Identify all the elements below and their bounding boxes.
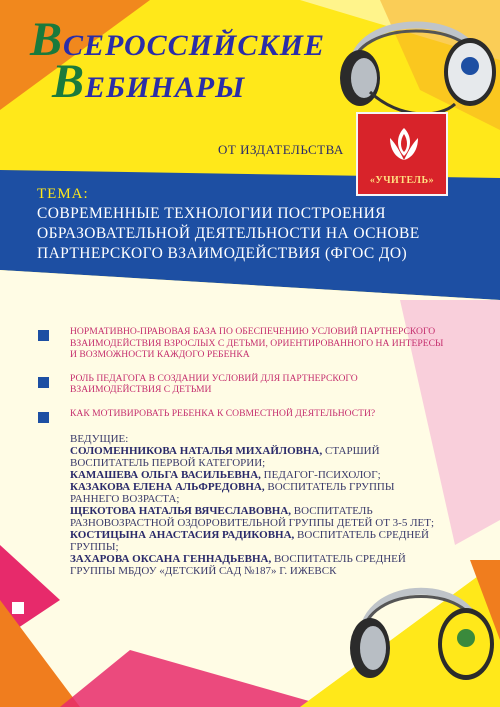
publisher-logo bbox=[356, 112, 448, 196]
title-rest-1: СЕРОССИЙСКИЕ bbox=[63, 29, 326, 62]
event-title bbox=[30, 13, 330, 108]
speaker-role-cont: ВОСПИТАТЕЛЬ ПЕРВОЙ КАТЕГОРИИ; bbox=[70, 457, 266, 469]
topic-label: ТЕМА: bbox=[37, 186, 89, 202]
agenda-item-line: ВЗАИМОДЕЙСТВИЯ С ДЕТЬМИ bbox=[70, 384, 212, 395]
agenda-item-line: И ВОЗМОЖНОСТИ КАЖДОГО РЕБЕНКА bbox=[70, 349, 250, 360]
agenda-list bbox=[38, 326, 478, 431]
speaker-role: ПЕДАГОГ-ПСИХОЛОГ; bbox=[260, 469, 381, 481]
agenda-item-line: НОРМАТИВНО-ПРАВОВАЯ БАЗА ПО ОБЕСПЕЧЕНИЮ УСЛОВИЙ ПАРТНЕРСКОГО bbox=[70, 326, 436, 337]
speaker-role: ВОСПИТАТЕЛЬ СРЕДНЕЙ bbox=[294, 529, 429, 541]
agenda-item bbox=[38, 408, 478, 420]
publisher-label: ОТ ИЗДАТЕЛЬСТВА bbox=[218, 142, 344, 157]
speaker-name: КОСТИЦЫНА АНАСТАСИЯ РАДИКОВНА, bbox=[70, 529, 295, 541]
speaker-name: ЗАХАРОВА ОКСАНА ГЕННАДЬЕВНА, bbox=[70, 553, 272, 565]
speaker-role: ВОСПИТАТЕЛЬ СРЕДНЕЙ bbox=[271, 553, 406, 565]
speaker-role: ВОСПИТАТЕЛЬ bbox=[291, 505, 373, 517]
logo-text: «УЧИТЕЛЬ» bbox=[369, 175, 435, 186]
speakers-section bbox=[70, 433, 470, 577]
topic-text bbox=[37, 204, 477, 264]
title-initial-2: В bbox=[52, 55, 86, 108]
speaker-role-cont: ГРУППЫ МБДОУ «ДЕТСКИЙ САД №187» Г. ИЖЕВСК bbox=[70, 565, 337, 577]
white-square-icon bbox=[12, 602, 24, 614]
speaker-name: КАЗАКОВА ЕЛЕНА АЛЬФРЕДОВНА, bbox=[70, 481, 265, 493]
agenda-item bbox=[38, 373, 478, 396]
speaker-role: ВОСПИТАТЕЛЬ ГРУППЫ bbox=[264, 481, 395, 493]
speaker-name: СОЛОМЕННИКОВА НАТАЛЬЯ МИХАЙЛОВНА, bbox=[70, 445, 323, 457]
agenda-item-line: КАК МОТИВИРОВАТЬ РЕБЕНКА К СОВМЕСТНОЙ ДЕЯТЕЛЬНОСТИ? bbox=[70, 407, 376, 419]
speaker-name: ЩЕКОТОВА НАТАЛЬЯ ВЯЧЕСЛАВОВНА, bbox=[70, 505, 292, 517]
speaker-entry bbox=[70, 553, 470, 577]
book-flower-emblem-icon bbox=[386, 124, 422, 164]
headset-icon bbox=[340, 560, 500, 707]
agenda-item-line: РОЛЬ ПЕДАГОГА В СОЗДАНИИ УСЛОВИЙ ДЛЯ ПАРТНЕРСКОГО bbox=[70, 372, 358, 384]
topic-line-2: ОБРАЗОВАТЕЛЬНОЙ ДЕЯТЕЛЬНОСТИ НА ОСНОВЕ bbox=[37, 225, 420, 242]
speaker-entry bbox=[70, 505, 470, 529]
topic-line-3: ПАРТНЕРСКОГО ВЗАИМОДЕЙСТВИЯ (ФГОС ДО) bbox=[37, 245, 408, 262]
square-bullet-icon bbox=[38, 412, 49, 423]
speaker-entry bbox=[70, 445, 470, 469]
speaker-role-cont: РАННЕГО ВОЗРАСТА; bbox=[70, 493, 180, 505]
speaker-entry bbox=[70, 529, 470, 553]
agenda-item bbox=[38, 326, 478, 361]
agenda-item-line: ВЗАИМОДЕЙСТВИЯ ВЗРОСЛЫХ С ДЕТЬМИ, ОРИЕНТИРОВАННОГО НА ИНТЕРЕСЫ bbox=[70, 337, 444, 349]
title-line-2 bbox=[52, 55, 330, 108]
speaker-name: КАМАШЕВА ОЛЬГА ВАСИЛЬЕВНА, bbox=[70, 469, 261, 481]
title-initial-1: В bbox=[30, 13, 64, 66]
square-bullet-icon bbox=[38, 330, 49, 341]
topic-line-1: СОВРЕМЕННЫЕ ТЕХНОЛОГИИ ПОСТРОЕНИЯ bbox=[37, 205, 386, 222]
speakers-header: ВЕДУЩИЕ: bbox=[70, 433, 129, 445]
speaker-role: СТАРШИЙ bbox=[322, 445, 380, 457]
speaker-role-cont: ГРУППЫ; bbox=[70, 541, 119, 553]
speaker-entry bbox=[70, 481, 470, 505]
square-bullet-icon bbox=[38, 377, 49, 388]
speaker-role-cont: РАЗНОВОЗРАСТНОЙ ОЗДОРОВИТЕЛЬНОЙ ГРУППЫ ДЕТЕЙ ОТ 3-5 ЛЕТ; bbox=[70, 517, 435, 529]
speaker-entry bbox=[70, 469, 470, 481]
title-rest-2: ЕБИНАРЫ bbox=[85, 71, 246, 104]
